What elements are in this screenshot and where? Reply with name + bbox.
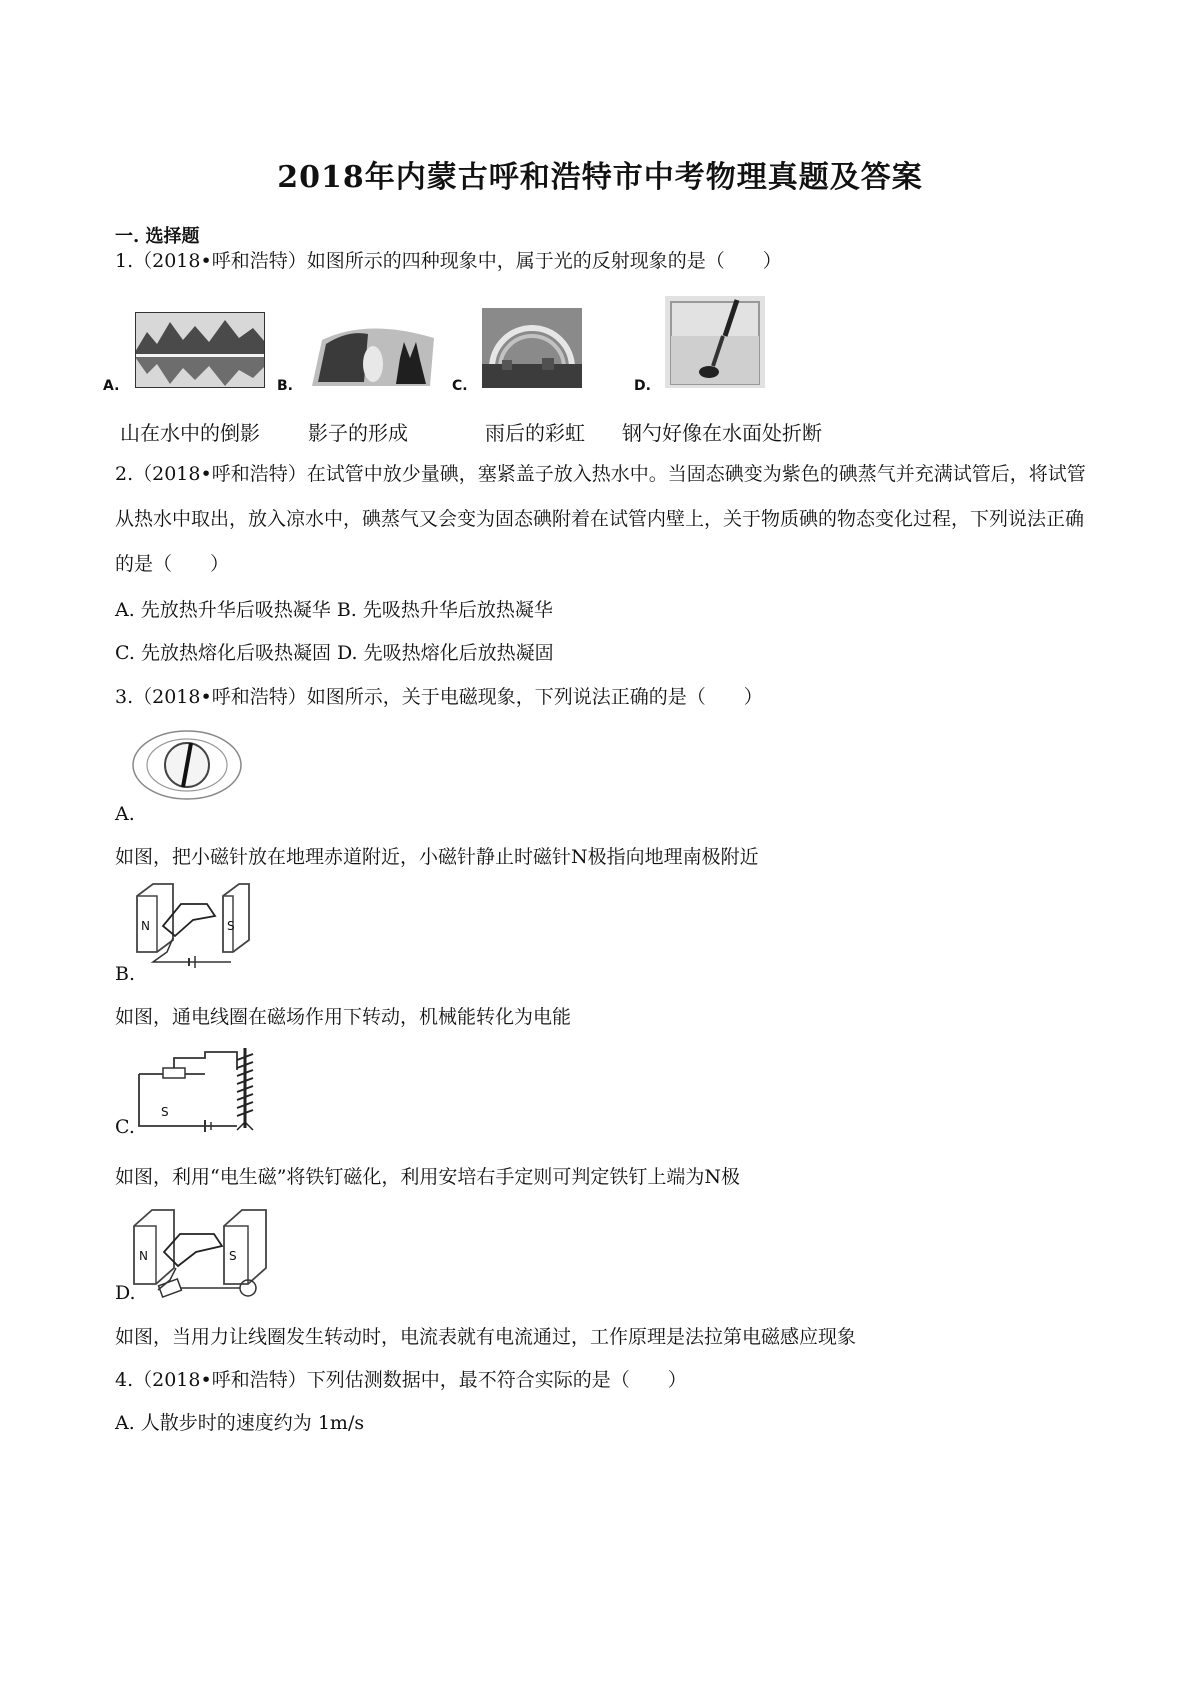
rainbow-image — [482, 308, 582, 388]
mountain-reflection-image — [135, 312, 265, 388]
question-4-stem: 4.（2018•呼和浩特）下列估测数据中，最不符合实际的是（ ） — [115, 1369, 687, 1391]
generator-coil-figure — [130, 1202, 270, 1298]
q3-option-b-text: 如图，通电线圈在磁场作用下转动，机械能转化为电能 — [115, 1006, 572, 1028]
motor-north-pole-label: N — [141, 919, 150, 933]
q3-option-d-text: 如图，当用力让线圈发生转动时，电流表就有电流通过，工作原理是法拉第电磁感应现象 — [115, 1326, 857, 1348]
question-1-stem: 1.（2018•呼和浩特）如图所示的四种现象中，属于光的反射现象的是（ ） — [115, 250, 782, 272]
section-heading: 一. 选择题 — [115, 226, 200, 247]
shadow-puppet-image — [308, 322, 438, 386]
electromagnet-switch-label: S — [161, 1105, 169, 1119]
q3-option-c-letter: C. — [115, 1116, 135, 1138]
compass-field-figure — [130, 728, 245, 803]
q3-option-b-letter: B. — [115, 963, 136, 985]
q1-option-c-letter: C. — [452, 378, 468, 394]
question-2-stem: 2.（2018•呼和浩特）在试管中放少量碘，塞紧盖子放入热水中。当固态碘变为紫色的碘蒸气并充满试管后，将试管从热水中取出，放入凉水中，碘蒸气又会变为固态碘附着在试管内壁上，关于物质碘的物态变化过程，下列说法正确的是（ ） — [115, 463, 1086, 575]
electromagnet-nail-figure — [133, 1040, 273, 1132]
generator-north-pole-label: N — [139, 1249, 148, 1263]
generator-south-pole-label: S — [229, 1249, 237, 1263]
q1-option-b-letter: B. — [277, 378, 293, 394]
q1-option-a-caption: 山在水中的倒影 — [120, 421, 260, 445]
q1-option-a-letter: A. — [103, 378, 120, 394]
question-3-stem: 3.（2018•呼和浩特）如图所示，关于电磁现象，下列说法正确的是（ ） — [115, 686, 763, 708]
q1-option-d-letter: D. — [634, 378, 651, 394]
q4-option-a: A. 人散步时的速度约为 1m/s — [115, 1412, 365, 1434]
q1-option-d-caption: 钢勺好像在水面处折断 — [622, 421, 822, 445]
q3-option-d-letter: D. — [115, 1282, 136, 1304]
spoon-in-water-image — [665, 296, 765, 388]
motor-south-pole-label: S — [227, 919, 235, 933]
q1-option-b-caption: 影子的形成 — [308, 421, 408, 445]
q3-option-a-text: 如图，把小磁针放在地理赤道附近，小磁针静止时磁针N极指向地理南极附近 — [115, 846, 759, 868]
q3-option-c-text: 如图，利用“电生磁”将铁钉磁化，利用安培右手定则可判定铁钉上端为N极 — [115, 1166, 741, 1188]
q3-option-a-letter: A. — [115, 803, 135, 825]
q1-option-c-caption: 雨后的彩虹 — [485, 421, 585, 445]
q2-options-cd: C. 先放热熔化后吸热凝固 D. 先吸热熔化后放热凝固 — [115, 642, 554, 664]
motor-coil-figure — [133, 880, 251, 970]
page-title: 2018年内蒙古呼和浩特市中考物理真题及答案 — [277, 160, 923, 195]
q2-options-ab: A. 先放热升华后吸热凝华 B. 先吸热升华后放热凝华 — [115, 599, 553, 621]
